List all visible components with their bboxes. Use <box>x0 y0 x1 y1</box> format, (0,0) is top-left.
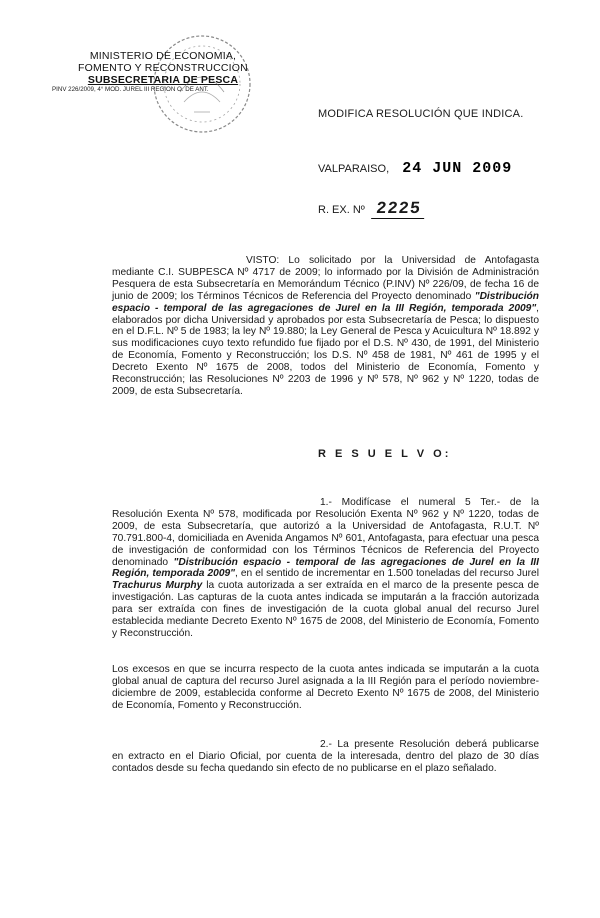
subsecretaria-line: SUBSECRETARIA DE PESCA <box>87 74 239 86</box>
resolution-label: R. EX. Nº <box>318 204 365 216</box>
visto-text-2: , elaborados por dicha Universidad y aprobados por esta Subsecretaría de Pesca; lo dispuesto en el D.F.L. Nº 5 de 1983; la ley Nº 19.880; la Ley General de Pesca y Acuicultura Nº 18.892 y sus modificaciones cuyo texto refundido fue fijado por el D.S. Nº 430, de 1991, del Ministerio de Economía, Fomento y Reconstrucción; los D.S. Nº 458 de 1981, Nº 461 de 1995 y el Decreto Exento Nº 1675 de 2008, todos del Ministerio de Economía, Fomento y Reconstrucción; las Resoluciones Nº 2203 de 1996 y Nº 578, Nº 962 y Nº 1220, todas de 2009, de esta Subsecretaría. <box>112 302 539 397</box>
visto-paragraph <box>112 255 539 398</box>
project-title-2: "Distribución espacio - temporal de las agregaciones de Jurel en la III Región, temporada 2009" <box>112 556 539 580</box>
project-title: "Distribución espacio - temporal de las agregaciones de Jurel en la III Región, temporada 2009" <box>112 290 539 314</box>
point-1-text: 1.- Modifícase el numeral 5 Ter.- de la Resolución Exenta Nº 578, modificada por Resolución Exenta Nº 962 y Nº 1220, todas de 2009, de esta Subsecretaría, que autorizó a la Universidad de Antofagasta, R.U.T. Nº 70.791.800-4, domiciliada en Avenida Angamos Nº 601, Antofagasta, para efectuar una pesca de investigación de conformidad con los Términos Técnicos de Referencia del Proyecto denominado <box>112 497 539 568</box>
visto-text: Lo solicitado por la Universidad de Antofagasta mediante C.I. SUBPESCA Nº 4717 de 2009; lo informado por la División de Administración Pesquera de esta Subsecretaría en Memorándum Técnico (P.INV) Nº 226/09, de fecha 16 de junio de 2009; los Términos Técnicos de Referencia del Proyecto denominado <box>112 255 539 302</box>
ministry-line-2: FOMENTO Y RECONSTRUCCION <box>78 62 248 74</box>
resuelvo-heading: R E S U E L V O: <box>318 448 452 460</box>
point-2-paragraph: 2.- La presente Resolución deberá publicarse en extracto en el Diario Oficial, por cuenta de la interesada, dentro del plazo de 30 días contados desde su fecha quedando sin efecto de no publicarse en el plazo señalado. <box>112 739 539 774</box>
document-subject: MODIFICA RESOLUCIÓN QUE INDICA. <box>318 108 524 120</box>
excesos-paragraph: Los excesos en que se incurra respecto de la cuota antes indicada se imputarán a la cuota global anual de captura del recurso Jurel asignada a la III Región para el período noviembre-diciembre de 2009, establecida conforme al Decreto Exento Nº 1675 de 2008, del Ministerio de Economía, Fomento y Reconstrucción. <box>112 664 539 711</box>
letterhead <box>52 50 268 94</box>
date-stamp: 24 JUN 2009 <box>402 160 513 177</box>
date-place: VALPARAISO, <box>318 163 390 175</box>
visto-lead: VISTO: <box>246 255 280 266</box>
date-line <box>318 160 512 177</box>
point-1-text-2: , en el sentido de incrementar en 1.500 toneladas del recurso Jurel <box>234 568 539 580</box>
resolution-number: 2225 <box>371 202 426 219</box>
ministry-line: MINISTERIO DE ECONOMIA, <box>89 50 237 62</box>
species-name: Trachurus Murphy <box>112 580 203 592</box>
resolution-number-line <box>318 202 425 219</box>
point-1-paragraph <box>112 497 539 640</box>
point-1-text-3: la cuota autorizada a ser extraída en el marco de la presente pesca de investigación. Las capturas de la cuota antes indicada se imputarán a la fracción autorizada para ser extraída con fines de investigación de la cuota global anual del recurso Jurel establecida mediante Decreto Exento Nº 1675 de 2008, del Ministerio de Economía, Fomento y Reconstrucción. <box>112 580 540 639</box>
reference-codes: PINV 226/2009, 4° MOD. JUREL III REGION O. DE ANT. <box>52 86 209 93</box>
